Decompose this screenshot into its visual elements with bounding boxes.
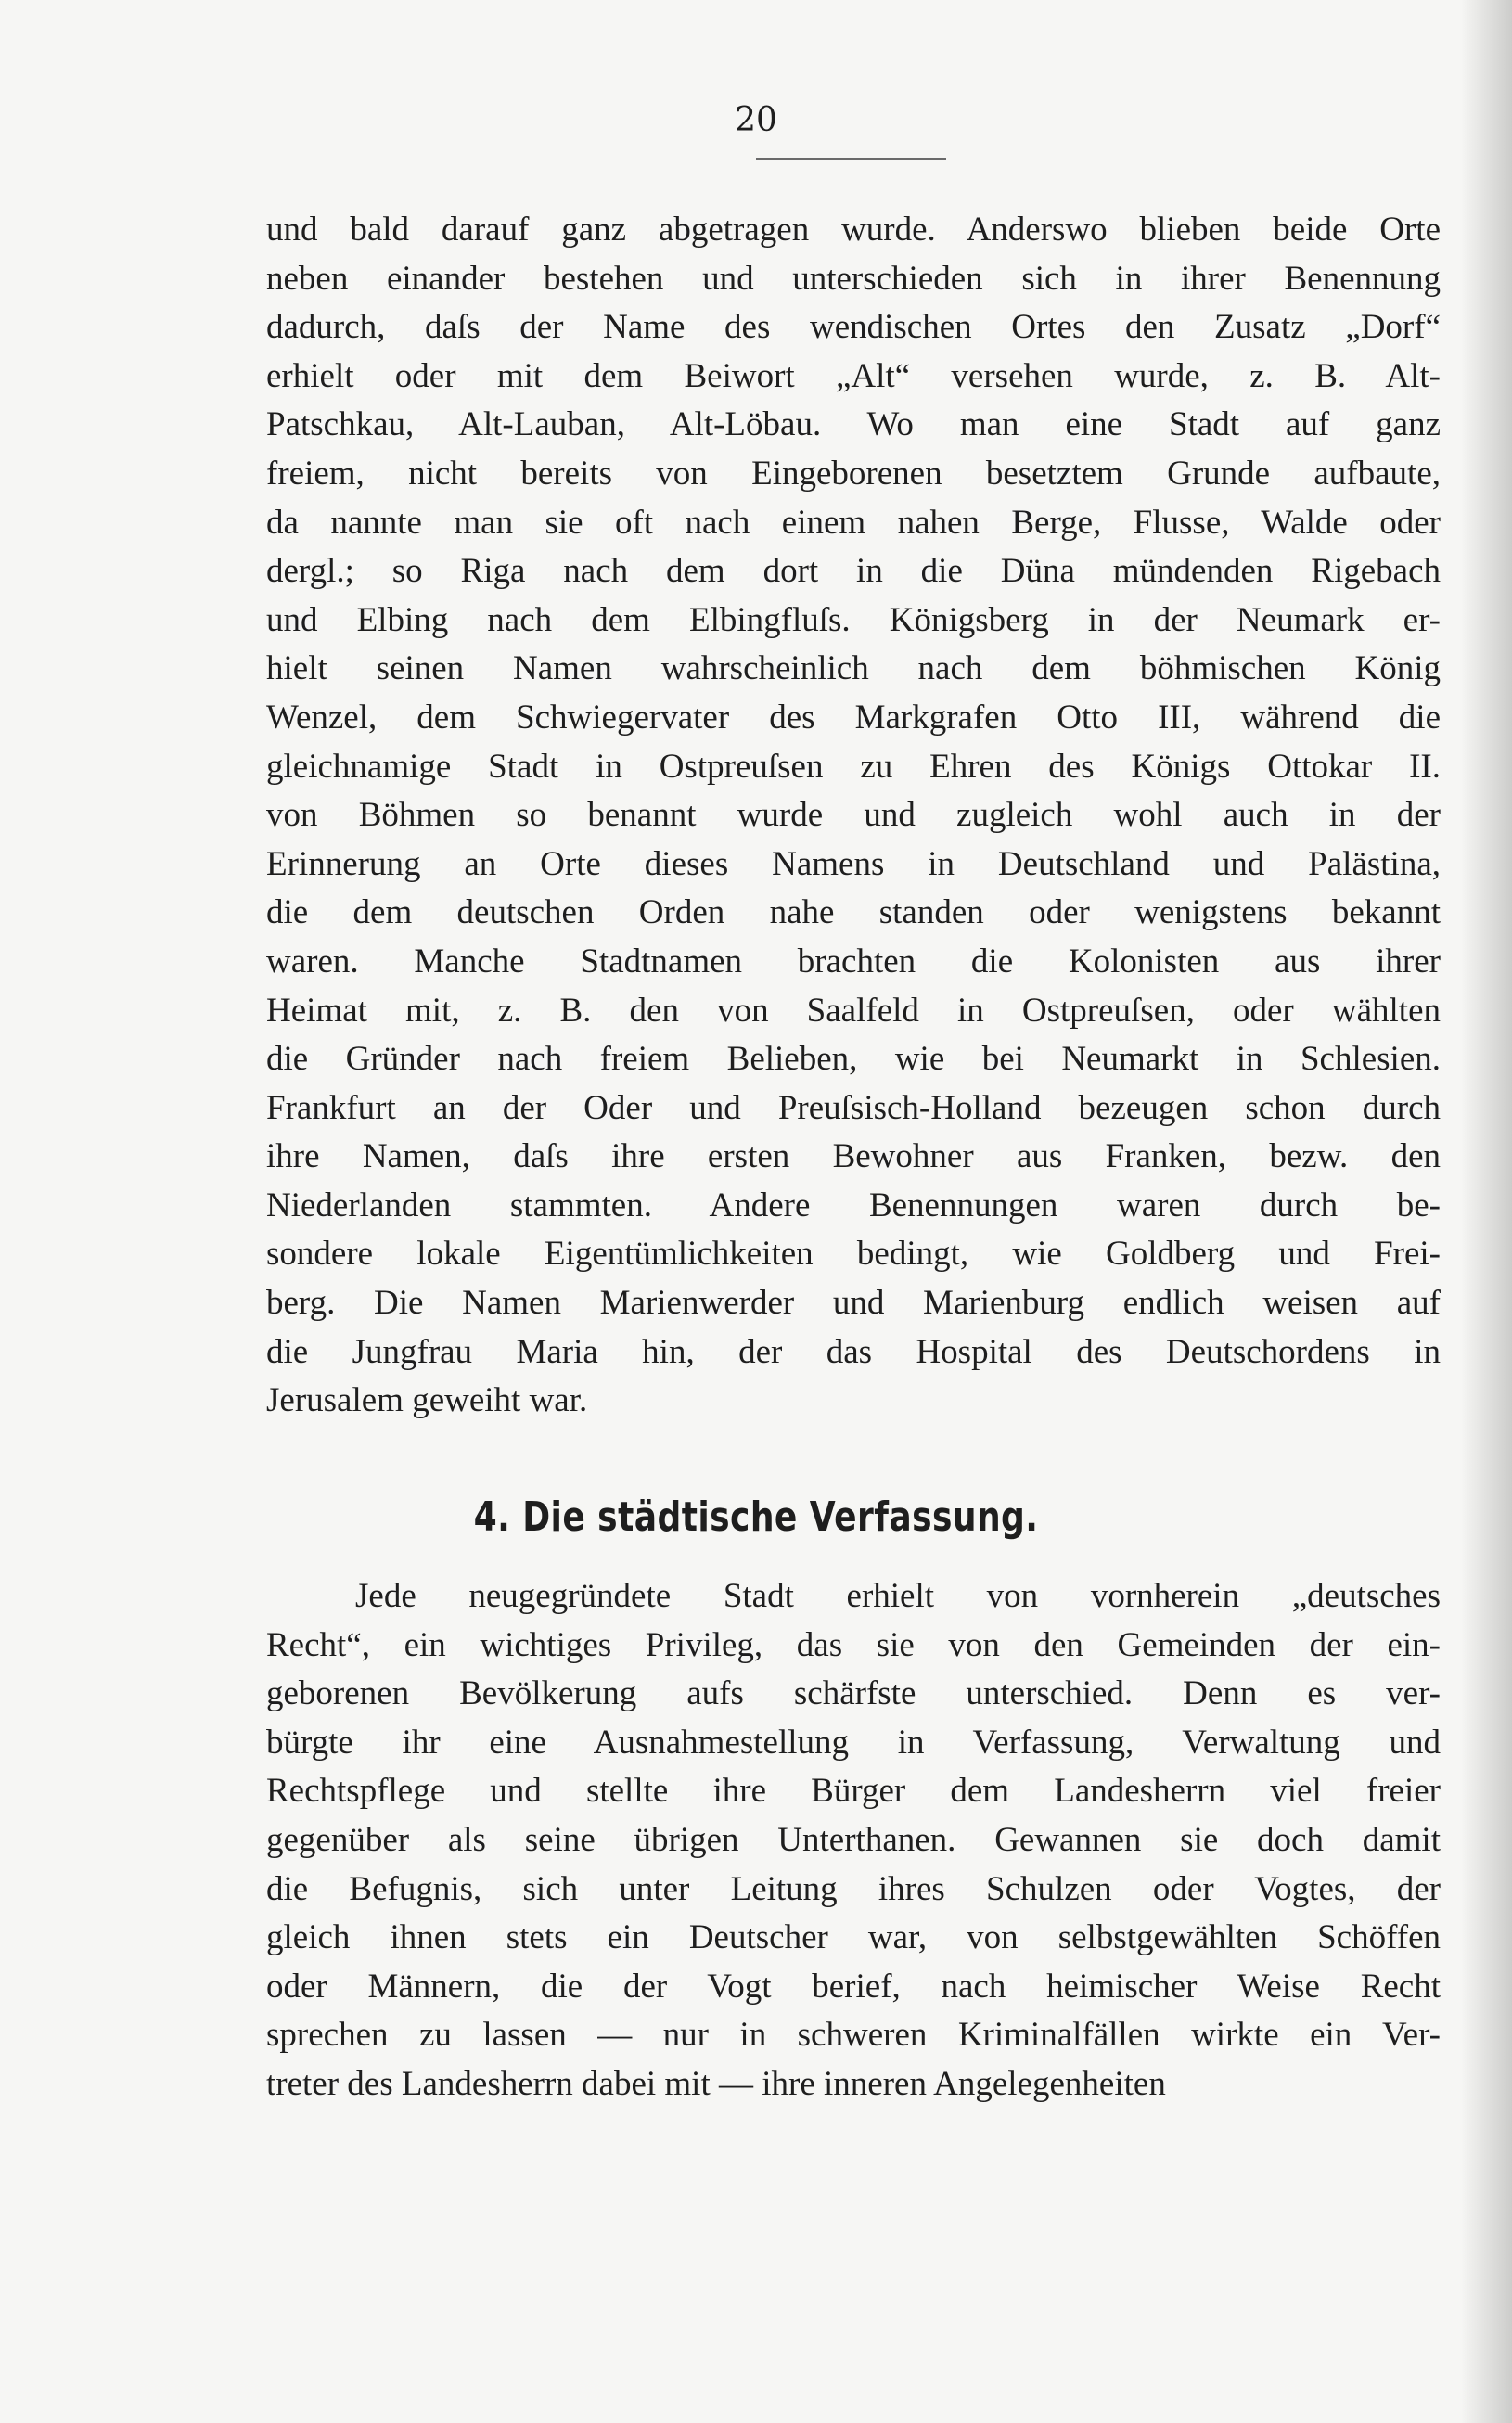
text-line: oder Männern, die der Vogt berief, nach heimischer Weise Recht [266,1967,1441,2006]
paragraph-place-names [266,206,1441,1426]
text-line: die Jungfrau Maria hin, der das Hospital des Deutschordens in [266,1332,1441,1371]
text-line: bürgte ihr eine Ausnahmestellung in Verfassung, Verwaltung und [266,1723,1441,1762]
text-line: Recht“, ein wichtiges Privileg, das sie von den Gemeinden der ein- [266,1625,1441,1664]
text-line: dergl.; so Riga nach dem dort in die Düna mündenden Rigebach [266,552,1441,591]
section-heading: 4. Die städtische Verfassung. [473,1494,1039,1541]
text-line: Wenzel, dem Schwiegervater des Markgrafen Otto III, während die [266,698,1441,737]
text-line: Jerusalem geweiht war. [266,1381,588,1420]
text-line: die dem deutschen Orden nahe standen oder wenigstens bekannt [266,893,1441,932]
text-line: von Böhmen so benannt wurde und zugleich wohl auch in der [266,796,1441,835]
text-line: und bald darauf ganz abgetragen wurde. Anderswo blieben beide Orte [266,211,1441,249]
text-line: ihre Namen, daſs ihre ersten Bewohner aus Franken, bezw. den [266,1137,1441,1176]
text-line: erhielt oder mit dem Beiwort „Alt“ versehen wurde, z. B. Alt- [266,356,1441,395]
text-line: hielt seinen Namen wahrscheinlich nach dem böhmischen König [266,649,1441,688]
text-line: und Elbing nach dem Elbingfluſs. Königsberg in der Neumark er- [266,600,1441,639]
text-line: gleich ihnen stets ein Deutscher war, von selbstgewählten Schöffen [266,1918,1441,1957]
text-line: geborenen Bevölkerung aufs schärfste unterschied. Denn es ver- [266,1674,1441,1713]
text-line: treter des Landesherrn dabei mit — ihre inneren Angelegenheiten [266,2064,1166,2103]
text-line: Frankfurt an der Oder und Preuſsisch-Holland bezeugen schon durch [266,1088,1441,1127]
text-line: waren. Manche Stadtnamen brachten die Kolonisten aus ihrer [266,942,1441,981]
text-line: sondere lokale Eigentümlichkeiten bedingt, wie Goldberg und Frei- [266,1235,1441,1274]
text-line: die Befugnis, sich unter Leitung ihres Schulzen oder Vogtes, der [266,1869,1441,1908]
text-line: neben einander bestehen und unterschieden sich in ihrer Benennung [266,259,1441,298]
text-line: berg. Die Namen Marienwerder und Marienburg endlich weisen auf [266,1284,1441,1323]
paragraph-city-constitution [266,1572,1441,2109]
text-line: gleichnamige Stadt in Ostpreuſsen zu Ehren des Königs Ottokar II. [266,747,1441,786]
text-line: Rechtspflege und stellte ihre Bürger dem Landesherrn viel freier [266,1772,1441,1811]
page-number: 20 [735,101,777,139]
text-line: Erinnerung an Orte dieses Namens in Deutschland und Palästina, [266,844,1441,883]
text-line: freiem, nicht bereits von Eingeborenen besetztem Grunde aufbaute, [266,454,1441,493]
text-line: Jede neugegründete Stadt erhielt von vornherein „deutsches [355,1577,1441,1615]
text-line: die Gründer nach freiem Belieben, wie bei Neumarkt in Schlesien. [266,1040,1441,1079]
header-rule [756,158,946,160]
text-line: Heimat mit, z. B. den von Saalfeld in Ostpreuſsen, oder wählten [266,991,1441,1030]
text-line: Patschkau, Alt-Lauban, Alt-Löbau. Wo man eine Stadt auf ganz [266,405,1441,444]
text-line: sprechen zu lassen — nur in schweren Kriminalfällen wirkte ein Ver- [266,2016,1441,2055]
text-line: dadurch, daſs der Name des wendischen Ortes den Zusatz „Dorf“ [266,308,1441,347]
page-edge-shadow [1461,0,1512,2423]
text-line: gegenüber als seine übrigen Unterthanen. Gewannen sie doch damit [266,1820,1441,1859]
text-line: Niederlanden stammten. Andere Benennungen waren durch be- [266,1186,1441,1224]
text-line: da nannte man sie oft nach einem nahen Berge, Flusse, Walde oder [266,503,1441,542]
